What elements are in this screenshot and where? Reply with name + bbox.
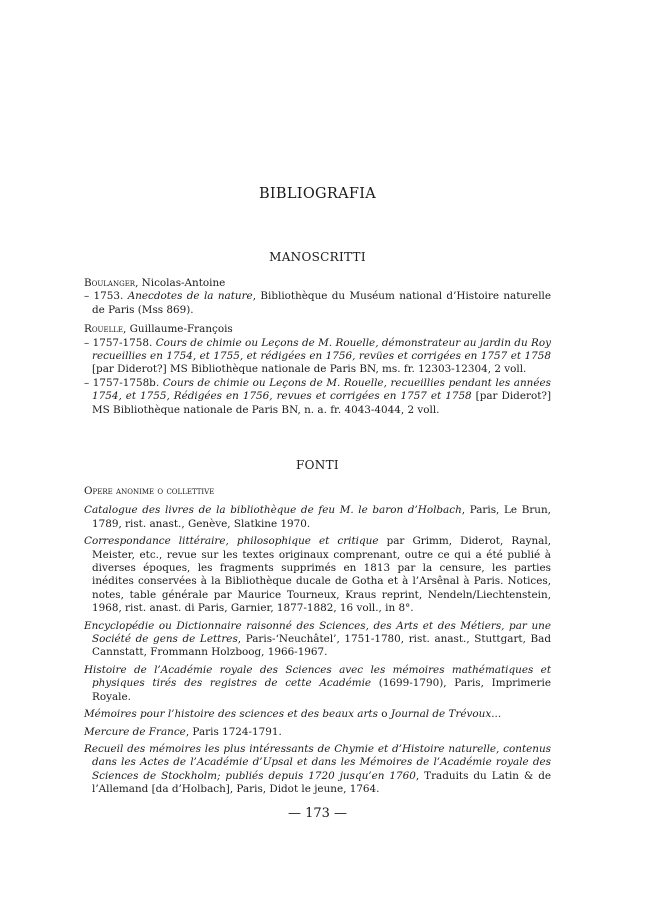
author-name: Boulanger, Nicolas-Antoine <box>84 277 226 289</box>
subsection-heading: Opere anonime o collettive <box>84 485 215 497</box>
author-name: Rouelle, Guillaume-François <box>84 323 233 336</box>
bibliography-item: Mémoires pour l’histoire des sciences et des beaux arts o Journal de Trévoux... <box>84 708 502 721</box>
section-heading-fonti: FONTI <box>296 458 339 472</box>
page-title: BIBLIOGRAFIA <box>258 186 377 202</box>
manoscritti-block <box>84 277 551 417</box>
bibliography-entry: – 1753. Anecdotes de la nature, Bibliothèque du Muséum national d’Histoire naturelle de Paris (Mss 869). <box>84 290 552 316</box>
bibliography-item: Catalogue des livres de la bibliothèque de feu M. le baron d’Holbach, Paris, Le Brun, 1789, rist. anast., Genève, Slatkine 1970. <box>84 504 551 530</box>
section-heading-manoscritti: MANOSCRITTI <box>269 250 366 264</box>
fonti-block <box>84 485 551 801</box>
bibliography-entry: – 1757-1758b. Cours de chimie ou Leçons de M. Rouelle, recueillies pendant les années 1754, et 1755, Rédigées en 1756, revues et corrigées en 1757 et 1758 [par Diderot?] MS Bibliothèque nationale de Paris BN, n. a. fr. 4043-4044, 2 voll. <box>84 376 551 416</box>
bibliography-entry: – 1757-1758. Cours de chimie ou Leçons de M. Rouelle, démonstrateur au jardin du Roy recueillies en 1754, et 1755, et rédigées en 1756, revües et corrigées en 1757 et 1758 [par Diderot?] MS Bibliothèque nationale de Paris BN, ms. fr. 12303-12304, 2 voll. <box>84 336 551 376</box>
page-number: — 173 — <box>287 806 348 821</box>
bibliography-item: Recueil des mémoires les plus intéressants de Chymie et d’Histoire naturelle, contenus dans les Actes de l’Académie d’Upsal et dans les Mémoires de l’Académie royale des Sciences de Stockholm; publiés depuis 1720 jusqu’en 1760, Traduits du Latin & de l’Allemand [da d’Holbach], Paris, Didot le jeune, 1764. <box>84 742 552 796</box>
bibliography-item: Correspondance littéraire, philosophique et critique par Grimm, Diderot, Raynal, Meister, etc., revue sur les textes originaux comprenant, outre ce qui a été publié à diverses époques, les fragments supprimés en 1813 par la censure, les parties inédites conservées à la Bibliothèque ducale de Gotha et à l’Arsênal à Paris. Notices, notes, table générale par Maurice Tourneux, Kraus reprint, Nendeln/Liechtenstein, 1968, rist. anast. di Paris, Garnier, 1877-1882, 16 voll., in 8°. <box>84 535 551 615</box>
bibliography-item: Mercure de France, Paris 1724-1791. <box>84 725 282 738</box>
bibliography-item: Histoire de l’Académie royale des Sciences avec les mémoires mathématiques et physiques tirés des registres de cette Académie (1699-1790), Paris, Imprimerie Royale. <box>84 663 551 703</box>
bibliography-item: Encyclopédie ou Dictionnaire raisonné des Sciences, des Arts et des Métiers, par une Société de gens de Lettres, Paris-‘Neuchâtel’, 1751-1780, rist. anast., Stuttgart, Bad Cannstatt, Frommann Holzboog, 1966-1967. <box>84 619 551 659</box>
